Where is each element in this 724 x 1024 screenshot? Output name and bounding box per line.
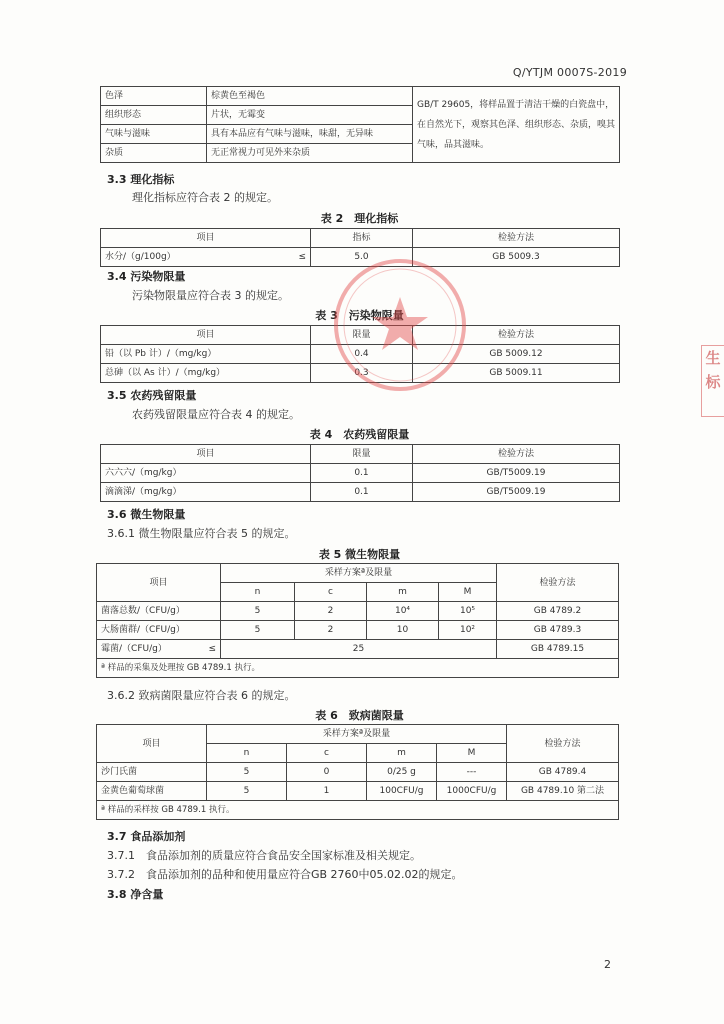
item-cell: 总砷（以 As 计）/（mg/kg）: [101, 364, 311, 383]
m-cell: 10: [367, 621, 439, 640]
table-caption: 表 4 农药残留限量: [309, 428, 410, 441]
document-code: Q/YTJM 0007S-2019: [512, 66, 627, 79]
method-cell: GB/T5009.19: [413, 483, 620, 502]
item-cell: 霉菌/（CFU/g） ≤: [97, 640, 221, 659]
sensory-item: 色泽: [101, 87, 207, 106]
paragraph: 3.6.2 致病菌限量应符合表 6 的规定。: [107, 689, 296, 702]
n-cell: 5: [221, 602, 295, 621]
n-cell: 5: [207, 763, 287, 782]
section-heading-3-6: 3.6 微生物限量: [107, 508, 186, 521]
section-heading-3-5: 3.5 农药残留限量: [107, 389, 197, 402]
section-heading-3-7: 3.7 食品添加剂: [107, 830, 186, 843]
M-cell: 10⁵: [439, 602, 497, 621]
sensory-requirement: 具有本品应有气味与滋味，味甜，无异味: [207, 125, 413, 144]
microbial-table: [96, 563, 619, 678]
method-cell: GB 5009.3: [413, 248, 620, 267]
sensory-item: 气味与滋味: [101, 125, 207, 144]
column-header: 检验方法: [413, 326, 620, 345]
sensory-table: [100, 86, 620, 163]
paragraph: 污染物限量应符合表 3 的规定。: [132, 289, 289, 302]
pathogen-table: [96, 724, 619, 820]
section-heading-3-8: 3.8 净含量: [107, 888, 164, 901]
table-caption: 表 6 致病菌限量: [315, 709, 404, 722]
table-caption: 表 2 理化指标: [320, 212, 399, 225]
paragraph: 3.7.2 食品添加剂的品种和使用量应符合GB 2760中05.02.02的规定。: [107, 868, 463, 881]
column-header: 项目: [101, 326, 311, 345]
item-cell: 六六六/（mg/kg）: [101, 464, 311, 483]
column-header: 项目: [97, 725, 207, 763]
M-cell: 1000CFU/g: [437, 782, 507, 801]
sensory-method: GB/T 29605，将样品置于清洁干燥的白瓷盘中，在自然光下，观察其色泽、组织形态、杂质，嗅其气味，品其滋味。: [413, 87, 620, 163]
column-subheader: c: [287, 744, 367, 763]
table-row: [97, 621, 619, 640]
table-row: [97, 640, 619, 659]
table-row: [101, 464, 620, 483]
column-header: 检验方法: [507, 725, 619, 763]
c-cell: 1: [287, 782, 367, 801]
sensory-item: 杂质: [101, 144, 207, 163]
method-cell: GB 5009.12: [413, 345, 620, 364]
column-header: 项目: [97, 564, 221, 602]
sensory-requirement: 片状，无霉变: [207, 106, 413, 125]
m-cell: 0/25 g: [367, 763, 437, 782]
m-cell: 10⁴: [367, 602, 439, 621]
n-cell: 5: [221, 621, 295, 640]
value-cell: 0.4: [311, 345, 413, 364]
paragraph: 3.7.1 食品添加剂的质量应符合食品安全国家标准及相关规定。: [107, 849, 421, 862]
method-cell: GB 5009.11: [413, 364, 620, 383]
paragraph: 农药残留限量应符合表 4 的规定。: [132, 408, 300, 421]
sensory-requirement: 棕黄色至褐色: [207, 87, 413, 106]
method-cell: GB 4789.3: [497, 621, 619, 640]
table-row: [97, 782, 619, 801]
pesticide-table: [100, 444, 620, 502]
M-cell: 10²: [439, 621, 497, 640]
table-header-row: [101, 445, 620, 464]
method-cell: GB/T5009.19: [413, 464, 620, 483]
method-cell: GB 4789.2: [497, 602, 619, 621]
column-header: 采样方案ª及限量: [221, 564, 497, 583]
table-note-row: [97, 659, 619, 678]
column-header: 采样方案ª及限量: [207, 725, 507, 744]
item-cell: 铅（以 Pb 计）/（mg/kg）: [101, 345, 311, 364]
column-subheader: M: [439, 583, 497, 602]
table-caption: 表 5 微生物限量: [318, 548, 401, 561]
item-cell: 水分/（g/100g） ≤: [101, 248, 311, 267]
column-subheader: m: [367, 744, 437, 763]
table-row: [97, 763, 619, 782]
paragraph: 理化指标应符合表 2 的规定。: [132, 191, 278, 204]
method-cell: GB 4789.10 第二法: [507, 782, 619, 801]
table-note-row: [97, 801, 619, 820]
value-cell: 5.0: [311, 248, 413, 267]
table-row: [101, 483, 620, 502]
paragraph: 3.6.1 微生物限量应符合表 5 的规定。: [107, 527, 296, 540]
column-header: 限量: [311, 326, 413, 345]
table-note: ª 样品的采样按 GB 4789.1 执行。: [97, 801, 619, 820]
column-header: 项目: [101, 445, 311, 464]
column-header: 限量: [311, 445, 413, 464]
method-cell: GB 4789.4: [507, 763, 619, 782]
column-header: 检验方法: [413, 229, 620, 248]
c-cell: 0: [287, 763, 367, 782]
sensory-item: 组织形态: [101, 106, 207, 125]
table-row: [101, 87, 620, 106]
column-subheader: n: [221, 583, 295, 602]
table-header-row: [97, 725, 619, 744]
item-cell: 滴滴涕/（mg/kg）: [101, 483, 311, 502]
column-subheader: m: [367, 583, 439, 602]
column-header: 检验方法: [413, 445, 620, 464]
value-cell: 0.1: [311, 464, 413, 483]
item-cell: 沙门氏菌: [97, 763, 207, 782]
column-subheader: n: [207, 744, 287, 763]
page-number: 2: [604, 958, 611, 971]
m-cell: 100CFU/g: [367, 782, 437, 801]
item-cell: 金黄色葡萄球菌: [97, 782, 207, 801]
side-seal-mark: 生 标: [701, 345, 724, 417]
table-header-row: [97, 564, 619, 583]
column-subheader: M: [437, 744, 507, 763]
value-cell: 0.1: [311, 483, 413, 502]
table-row: [97, 602, 619, 621]
section-heading-3-3: 3.3 理化指标: [107, 173, 175, 186]
method-cell: GB 4789.15: [497, 640, 619, 659]
table-header-row: [101, 229, 620, 248]
table-caption: 表 3 污染物限量: [315, 309, 404, 322]
column-header: 项目: [101, 229, 311, 248]
c-cell: 2: [295, 621, 367, 640]
item-cell: 大肠菌群/（CFU/g）: [97, 621, 221, 640]
n-cell: 5: [207, 782, 287, 801]
c-cell: 2: [295, 602, 367, 621]
item-cell: 菌落总数/（CFU/g）: [97, 602, 221, 621]
value-cell: 25: [221, 640, 497, 659]
column-header: 指标: [311, 229, 413, 248]
table-note: ª 样品的采集及处理按 GB 4789.1 执行。: [97, 659, 619, 678]
section-heading-3-4: 3.4 污染物限量: [107, 270, 186, 283]
M-cell: ---: [437, 763, 507, 782]
column-subheader: c: [295, 583, 367, 602]
sensory-requirement: 无正常视力可见外来杂质: [207, 144, 413, 163]
company-seal-icon: [330, 255, 470, 395]
column-header: 检验方法: [497, 564, 619, 602]
value-cell: 0.3: [311, 364, 413, 383]
